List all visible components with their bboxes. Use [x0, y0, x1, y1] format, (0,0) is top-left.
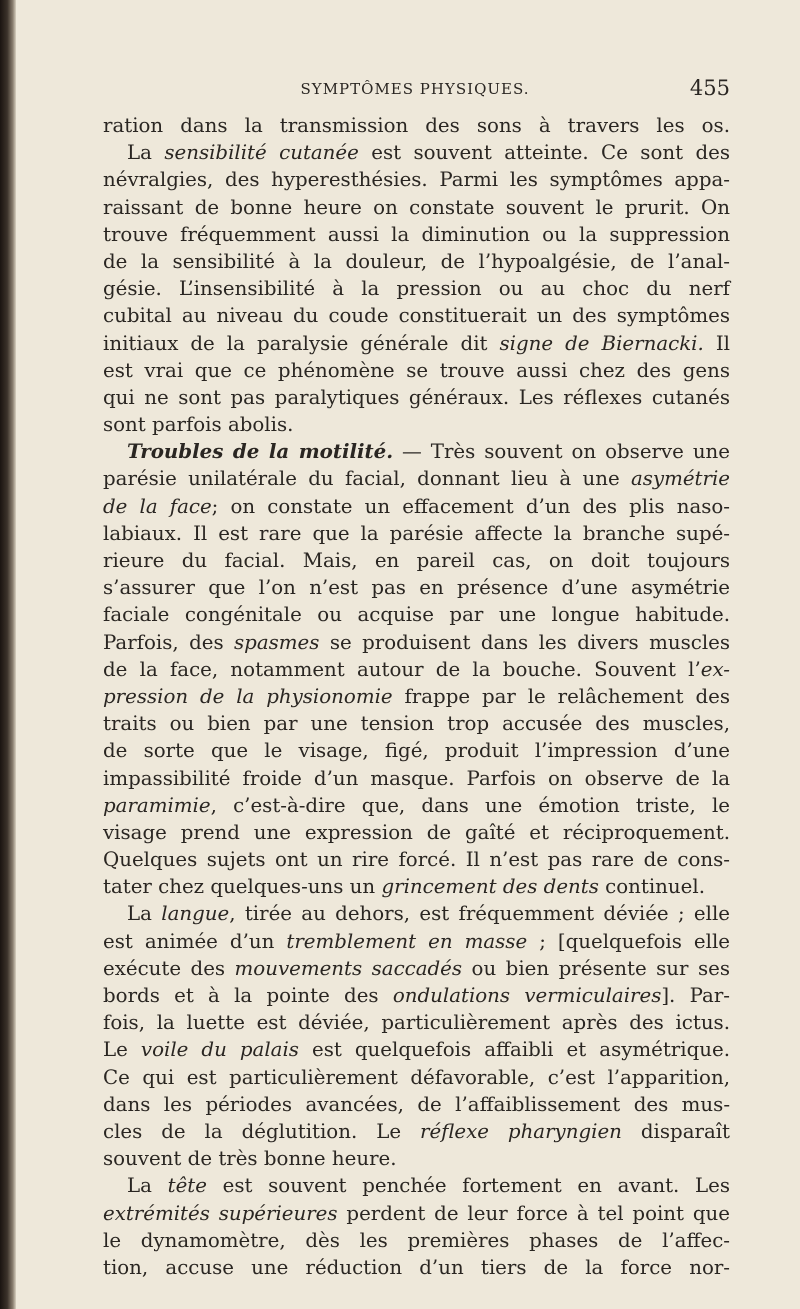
text-line: souvent de très bonne heure. — [103, 1147, 397, 1171]
text-line: de la sensibilité à la douleur, de l’hypoalgésie, de l’anal- — [103, 249, 730, 273]
emphasis: paramimie — [103, 793, 211, 817]
text-line: est vrai que ce phénomène se trouve aussi chez des gens — [103, 358, 730, 382]
emphasis: ondulations vermiculaires — [392, 984, 662, 1007]
text-line: rieure du facial. Mais, en pareil cas, on doit toujours — [103, 549, 730, 572]
text-line: paramimie, c’est-à-dire que, dans une émotion triste, le — [103, 793, 730, 817]
text-line: impassibilité froide d’un masque. Parfois on observe de la — [103, 766, 730, 790]
page-number: 455 — [689, 76, 730, 100]
emphasis: grincement des dents — [381, 875, 599, 899]
emphasis: spasmes — [234, 630, 320, 654]
text-line: sont parfois abolis. — [103, 413, 294, 437]
text-line: le dynamomètre, dès les premières phases de l’affec- — [103, 1228, 730, 1252]
text-line: Parfois, des spasmes se produisent dans les divers muscles — [103, 630, 731, 654]
section-heading: Troubles de la motilité. — [127, 439, 394, 464]
text-line: La sensibilité cutanée est souvent atteinte. Ce sont des — [127, 141, 730, 165]
text-line: cubital au niveau du coude constituerait un des symptômes — [103, 304, 730, 328]
emphasis: pression de la physionomie — [103, 684, 393, 708]
text-line: s’assurer que l’on n’est pas en présence d’une asymétrie — [103, 576, 730, 600]
text-line: dans les périodes avancées, de l’affaiblissement des mus- — [103, 1092, 730, 1116]
text-line: de la face, notamment autour de la bouche. Souvent l’ex- — [103, 657, 730, 681]
text-line: parésie unilatérale du facial, donnant lieu à une asymétrie — [103, 467, 730, 491]
text-line: cles de la déglutition. Le réflexe pharyngien disparaît — [103, 1119, 731, 1143]
text-line: pression de la physionomie frappe par le relâchement des — [103, 684, 730, 708]
emphasis: mouvements saccadés — [234, 956, 463, 980]
section-heading-line: Troubles de la motilité. — Très souvent on observe une — [127, 439, 731, 464]
body-text — [103, 112, 730, 1281]
emphasis: signe de Biernacki. — [499, 331, 704, 355]
emphasis: tête — [167, 1174, 207, 1198]
text-line: fois, la luette est déviée, particulièrement après des ictus. — [103, 1011, 730, 1035]
text-line: trouve fréquemment aussi la diminution ou la suppression — [103, 222, 730, 246]
emphasis: langue — [161, 902, 230, 926]
text-line: initiaux de la paralysie générale dit signe de Biernacki. Il — [103, 331, 730, 355]
page-header — [100, 76, 730, 104]
text-line: qui ne sont pas paralytiques généraux. Les réflexes cutanés — [103, 385, 730, 409]
text-line: Le voile du palais est quelquefois affaibli et asymétrique. — [103, 1038, 730, 1062]
emphasis: tremblement en masse — [286, 929, 528, 953]
text-line: visage prend une expression de gaîté et réciproquement. — [103, 820, 730, 844]
text-line: Ce qui est particulièrement défavorable, c’est l’apparition, — [103, 1065, 730, 1089]
text-line: raissant de bonne heure on constate souvent le prurit. On — [103, 195, 730, 219]
text-line: ration dans la transmission des sons à travers les os. — [103, 114, 730, 137]
text-line: de la face; on constate un effacement d’un des plis naso- — [103, 494, 730, 518]
emphasis: de la face — [103, 494, 212, 518]
emphasis: ex- — [700, 657, 730, 681]
text-line: est animée d’un tremblement en masse ; [quelquefois elle — [103, 929, 730, 953]
emphasis: voile du palais — [140, 1038, 299, 1062]
emphasis: réflexe pharyngien — [420, 1119, 622, 1143]
running-head: SYMPTÔMES PHYSIQUES. — [300, 80, 530, 98]
emphasis: sensibilité cutanée — [164, 141, 359, 165]
text-line: traits ou bien par une tension trop accusée des muscles, — [103, 712, 730, 736]
text-line: de sorte que le visage, figé, produit l’impression d’une — [103, 739, 730, 763]
text-line: La tête est souvent penchée fortement en avant. Les — [127, 1174, 730, 1198]
text-line: labiaux. Il est rare que la parésie affecte la branche supé- — [103, 521, 730, 545]
text-line: tion, accuse une réduction d’un tiers de la force nor- — [103, 1255, 730, 1279]
text-line: extrémités supérieures perdent de leur force à tel point que — [103, 1201, 730, 1225]
text-line: exécute des mouvements saccadés ou bien présente sur ses — [103, 956, 730, 980]
emphasis: extrémités supérieures — [103, 1201, 338, 1225]
text-line: Quelques sujets ont un rire forcé. Il n’est pas rare de cons- — [103, 848, 730, 872]
text-line: faciale congénitale ou acquise par une longue habitude. — [103, 603, 730, 627]
text-line: La langue, tirée au dehors, est fréquemment déviée ; elle — [127, 902, 730, 926]
emphasis: asymétrie — [630, 467, 730, 491]
text-line: bords et à la pointe des ondulations vermiculaires]. Par- — [103, 984, 730, 1007]
book-binding-edge — [0, 0, 16, 1309]
text-line: névralgies, des hyperesthésies. Parmi les symptômes appa- — [103, 168, 730, 192]
text-line: tater chez quelques-uns un grincement des dents continuel. — [103, 875, 705, 899]
text-line: gésie. L’insensibilité à la pression ou au choc du nerf — [103, 277, 730, 301]
